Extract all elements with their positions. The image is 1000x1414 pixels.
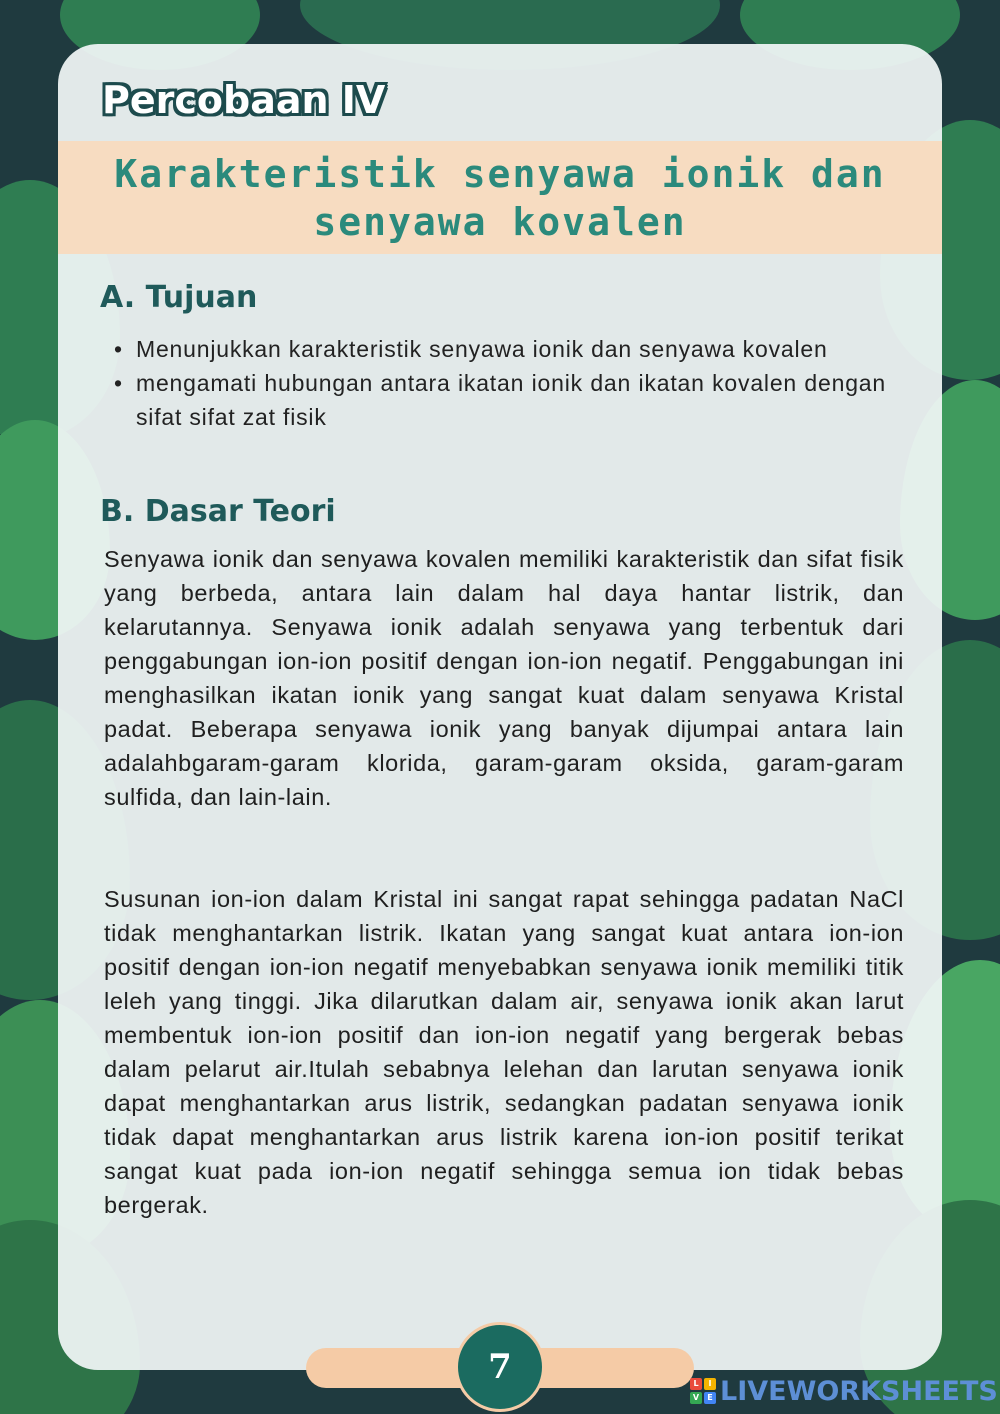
title-line-2: senyawa kovalen (313, 199, 687, 244)
logo-letter: E (704, 1392, 716, 1404)
experiment-label: Percobaan IV (102, 78, 386, 122)
logo-letter: V (690, 1392, 702, 1404)
objective-item: • Menunjukkan karakteristik senyawa ionik dan senyawa kovalen (114, 332, 886, 366)
theory-paragraph-1: Senyawa ionik dan senyawa kovalen memiliki karakteristik dan sifat fisik yang berbeda, antara lain dalam hal daya hantar listrik, dan kelarutannya. Senyawa ionik adalah senyawa yang terbentuk dari penggabungan ion-ion positif dengan ion-ion negatif. Penggabungan ini menghasilkan ikatan ionik yang sangat kuat dalam senyawa Kristal padat. Beberapa senyawa ionik yang banyak dijumpai antara lain adalahbgaram-garam klorida, garam-garam oksida, garam-garam sulfida, dan lain-lain. (104, 546, 904, 810)
page-number: 7 (455, 1322, 545, 1412)
logo-letter: I (704, 1378, 716, 1390)
section-b-heading: B. Dasar Teori (100, 494, 336, 529)
title-line-1: Karakteristik senyawa ionik dan (114, 151, 886, 196)
title-band (58, 141, 942, 254)
objective-item: • mengamati hubungan antara ikatan ionik dan ikatan kovalen dengan sifat sifat zat fisik (114, 366, 886, 434)
liveworksheets-watermark (690, 1374, 998, 1408)
theory-paragraph-2: Susunan ion-ion dalam Kristal ini sangat rapat sehingga padatan NaCl tidak menghantarkan listrik. Ikatan yang sangat kuat antara ion-ion positif dengan ion-ion negatif menyebabkan senyawa ionik memiliki titik leleh yang tinggi. Jika dilarutkan dalam air, senyawa ionik akan larut membentuk ion-ion positif dan ion-ion negatif yang bergerak bebas dalam pelarut air.Itulah sebabnya lelehan dan larutan senyawa ionik dapat menghantarkan arus listrik, sedangkan padatan senyawa ionik tidak dapat menghantarkan arus listrik karena ion-ion positif terikat sangat kuat pada ion-ion negatif sehingga semua ion tidak bebas bergerak. (104, 886, 904, 1218)
liveworksheets-logo-icon (690, 1378, 716, 1404)
objectives-list (114, 332, 886, 434)
section-a-heading: A. Tujuan (100, 280, 258, 315)
content-card (58, 44, 942, 1370)
logo-letter: L (690, 1378, 702, 1390)
watermark-text: LIVEWORKSHEETS (720, 1375, 998, 1407)
